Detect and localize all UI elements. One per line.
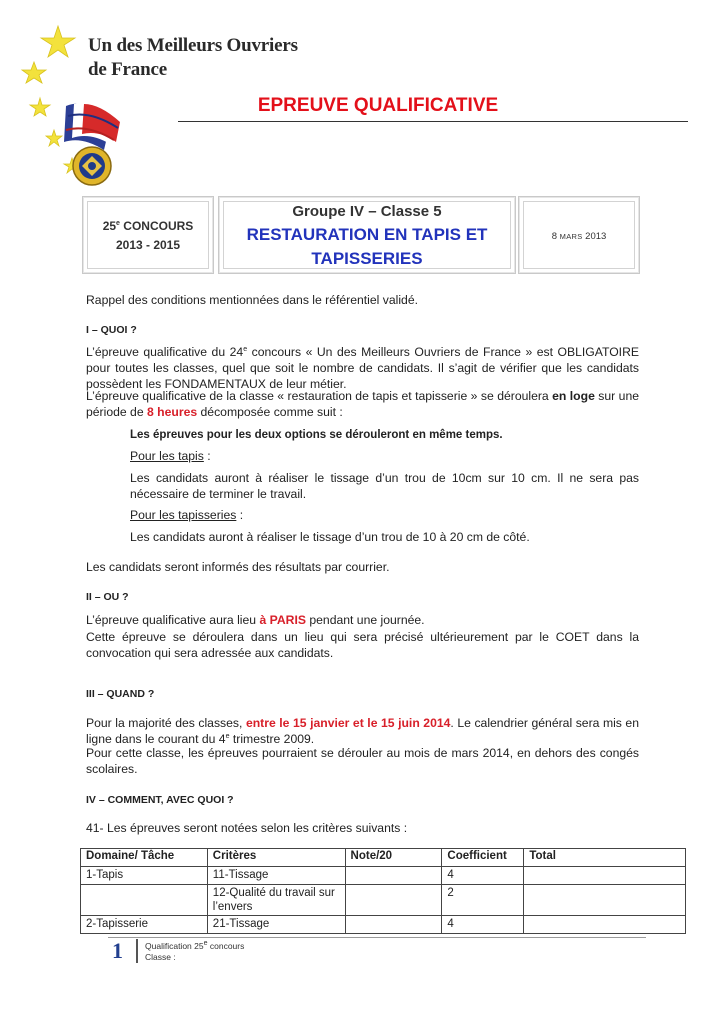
- cell-total: [524, 867, 686, 885]
- brand-line-2: de France: [88, 59, 167, 80]
- cell-critere: 21-Tissage: [207, 916, 345, 934]
- cell-note: [345, 867, 442, 885]
- section-heading-ou: II – OU ?: [86, 591, 129, 603]
- cell-total: [524, 885, 686, 916]
- brand-line-1: Un des Meilleurs Ouvriers: [88, 35, 298, 56]
- cell-note: [345, 885, 442, 916]
- cell-domaine: 1-Tapis: [81, 867, 208, 885]
- header-domaine: Domaine/ Tâche: [81, 849, 208, 867]
- groupe-label: Groupe IV – Classe 5: [292, 203, 442, 220]
- cell-domaine: [81, 885, 208, 916]
- criteria-table: [80, 848, 686, 934]
- results-note: Les candidats seront informés des résultats par courrier.: [86, 560, 390, 574]
- quand-paragraph-1: Pour la majorité des classes, entre le 15 janvier et le 15 juin 2014. Le calendrier général sera mis en ligne dans le courant du 4e trimestre 2009.: [86, 716, 639, 746]
- ou-paragraph-1: L’épreuve qualificative aura lieu à PARIS pendant une journée.: [86, 613, 425, 627]
- table-row: [81, 916, 686, 934]
- ou-paragraph-2: Cette épreuve se déroulera dans un lieu qui sera précisé ultérieurement par le COET dans la convocation qui sera adressée aux candidats.: [86, 630, 639, 660]
- medal-icon: [73, 147, 111, 185]
- star-icon: [41, 26, 75, 57]
- star-icon: [30, 98, 50, 116]
- header-total: Total: [524, 849, 686, 867]
- header-coefficient: Coefficient: [442, 849, 524, 867]
- cell-critere: 11-Tissage: [207, 867, 345, 885]
- classe-title: RESTAURATION EN TAPIS ET TAPISSERIES: [246, 225, 488, 268]
- footer-line-2: Classe :: [145, 952, 176, 962]
- criteria-intro: 41- Les épreuves seront notées selon les critères suivants :: [86, 821, 408, 835]
- tapisseries-text: Les candidats auront à réaliser le tissage d’un trou de 10 à 20 cm de côté.: [130, 530, 530, 544]
- date-box: [518, 196, 640, 274]
- intro-text: Rappel des conditions mentionnées dans le référentiel validé.: [86, 293, 418, 307]
- table-row: [81, 867, 686, 885]
- date-label: 8 MARS 2013: [551, 231, 607, 242]
- concours-box: [82, 196, 214, 274]
- header-note: Note/20: [345, 849, 442, 867]
- section-heading-quand: III – QUAND ?: [86, 688, 155, 700]
- concours-label: 25e CONCOURS: [102, 219, 194, 233]
- footer-bar: [136, 939, 138, 963]
- tapisseries-label: Pour les tapisseries :: [130, 508, 244, 522]
- cell-note: [345, 916, 442, 934]
- tapis-label: Pour les tapis :: [130, 449, 211, 463]
- cell-coefficient: 2: [442, 885, 524, 916]
- title-divider: [178, 121, 688, 122]
- tapis-text: Les candidats auront à réaliser le tissage d’un trou de 10cm sur 10 cm. Il ne sera pas nécessaire de terminer le travail.: [130, 471, 639, 501]
- concours-years: 2013 - 2015: [115, 238, 181, 252]
- flag-ribbon-icon: [64, 103, 120, 150]
- cell-coefficient: 4: [442, 916, 524, 934]
- cell-total: [524, 916, 686, 934]
- page-number: 1: [112, 938, 123, 963]
- quoi-paragraph-2: L’épreuve qualificative de la classe « restauration de tapis et tapisserie » se déroulera en loge sur une période de 8 heures décomposée comme suit :: [86, 389, 639, 419]
- section-heading-quoi: I – QUOI ?: [86, 324, 137, 336]
- table-header-row: [81, 849, 686, 867]
- quand-paragraph-2: Pour cette classe, les épreuves pourraient se dérouler au mois de mars 2014, en dehors des congés scolaires.: [86, 746, 639, 776]
- star-icon: [22, 62, 46, 83]
- quoi-paragraph-1: L’épreuve qualificative du 24e concours « Un des Meilleurs Ouvriers de France » est OBLIGATOIRE pour toutes les classes, quel que soit le nombre de candidats. Il s’agit de vérifier que les candidats possèdent les FONDAMENTAUX de leur métier.: [86, 345, 639, 391]
- header-criteres: Critères: [207, 849, 345, 867]
- footer-divider: [108, 937, 646, 938]
- table-row: [81, 885, 686, 916]
- cell-critere: 12-Qualité du travail sur l’envers: [207, 885, 345, 916]
- footer-line-1: Qualification 25e concours: [145, 940, 245, 951]
- classe-box: [218, 196, 516, 274]
- page-title: EPREUVE QUALIFICATIVE: [257, 95, 499, 116]
- cell-coefficient: 4: [442, 867, 524, 885]
- cell-domaine: 2-Tapisserie: [81, 916, 208, 934]
- section-heading-comment: IV – COMMENT, AVEC QUOI ?: [86, 794, 234, 806]
- both-options-note: Les épreuves pour les deux options se dérouleront en même temps.: [130, 429, 503, 441]
- star-icon: [46, 130, 62, 146]
